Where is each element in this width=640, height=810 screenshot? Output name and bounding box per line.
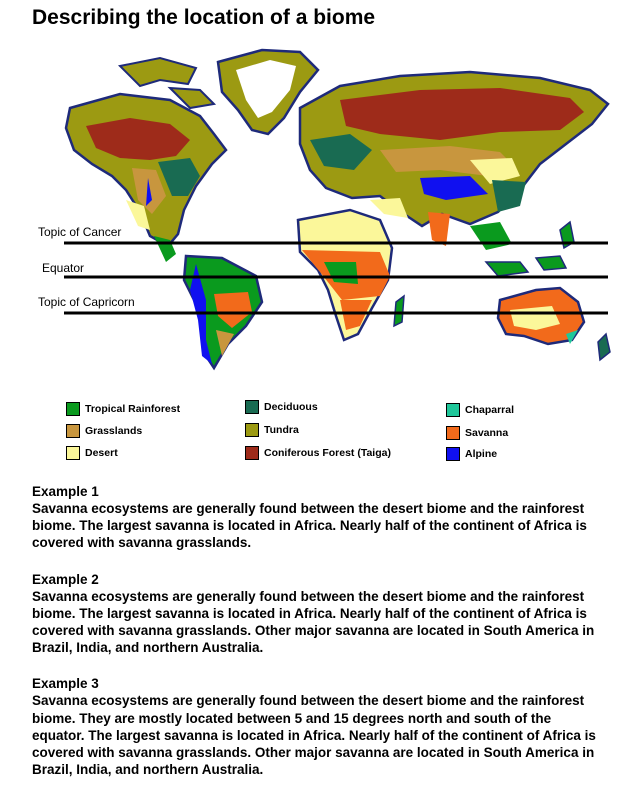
biome-legend — [0, 395, 640, 475]
legend-swatch — [66, 446, 80, 460]
legend-swatch — [446, 403, 460, 417]
legend-item-savanna — [446, 426, 508, 440]
tropic-of-capricorn-label: Topic of Capricorn — [38, 295, 135, 309]
legend-swatch — [446, 426, 460, 440]
legend-swatch — [245, 446, 259, 460]
example-heading: Example 3 — [32, 676, 99, 692]
example-3 — [32, 675, 607, 778]
example-heading: Example 2 — [32, 571, 99, 587]
legend-item-tundra — [245, 423, 299, 437]
legend-label: Tropical Rainforest — [85, 403, 181, 415]
legend-item-coniferous-forest — [245, 446, 391, 460]
legend-label: Tundra — [264, 424, 299, 436]
africa — [298, 210, 392, 340]
page-title: Describing the location of a biome — [32, 6, 376, 29]
legend-item-deciduous — [245, 400, 318, 414]
legend-item-grasslands — [66, 424, 142, 438]
legend-swatch — [245, 400, 259, 414]
australia — [498, 288, 584, 344]
example-1 — [32, 483, 607, 552]
legend-label: Savanna — [465, 427, 509, 439]
legend-label: Grasslands — [85, 425, 143, 437]
example-2 — [32, 571, 607, 657]
world-biome-map — [0, 40, 640, 390]
legend-label: Desert — [85, 447, 118, 459]
examples-section — [32, 483, 607, 797]
legend-item-alpine — [446, 447, 497, 461]
legend-label: Alpine — [465, 448, 498, 460]
example-text[interactable]: Savanna ecosystems are generally found between the desert biome and the rainforest biome. The largest savanna is located in Africa. Nearly half of the continent of Africa is covered with savanna grasslands. Other major savanna are located in South America in Brazil, India, and northern Australia. — [32, 588, 595, 656]
legend-item-tropical-rainforest — [66, 402, 180, 416]
equator-label: Equator — [42, 261, 85, 275]
example-text[interactable]: Savanna ecosystems are generally found between the desert biome and the rainforest biome. The largest savanna is located in Africa. Nearly half of the continent of Africa is covered with savanna grasslands. — [32, 501, 587, 551]
legend-label: Coniferous Forest (Taiga) — [264, 447, 391, 459]
legend-swatch — [66, 402, 80, 416]
new-zealand — [598, 334, 610, 360]
legend-item-desert — [66, 446, 118, 460]
tropic-of-cancer-label: Topic of Cancer — [38, 225, 122, 239]
example-text[interactable]: Savanna ecosystems are generally found between the desert biome and the rainforest biome. They are mostly located between 5 and 15 degrees north and south of the equator. The largest savanna is located in Africa. Nearly half of the continent of Africa is covered with savanna grasslands. Other major savanna are located in South America in Brazil, India, and northern Australia. — [32, 693, 596, 778]
example-heading: Example 1 — [32, 484, 99, 499]
legend-item-chaparral — [446, 403, 514, 417]
legend-swatch — [446, 447, 460, 461]
legend-label: Deciduous — [264, 401, 318, 413]
legend-label: Chaparral — [465, 404, 515, 416]
legend-swatch — [245, 423, 259, 437]
madagascar — [394, 296, 404, 326]
legend-swatch — [66, 424, 80, 438]
